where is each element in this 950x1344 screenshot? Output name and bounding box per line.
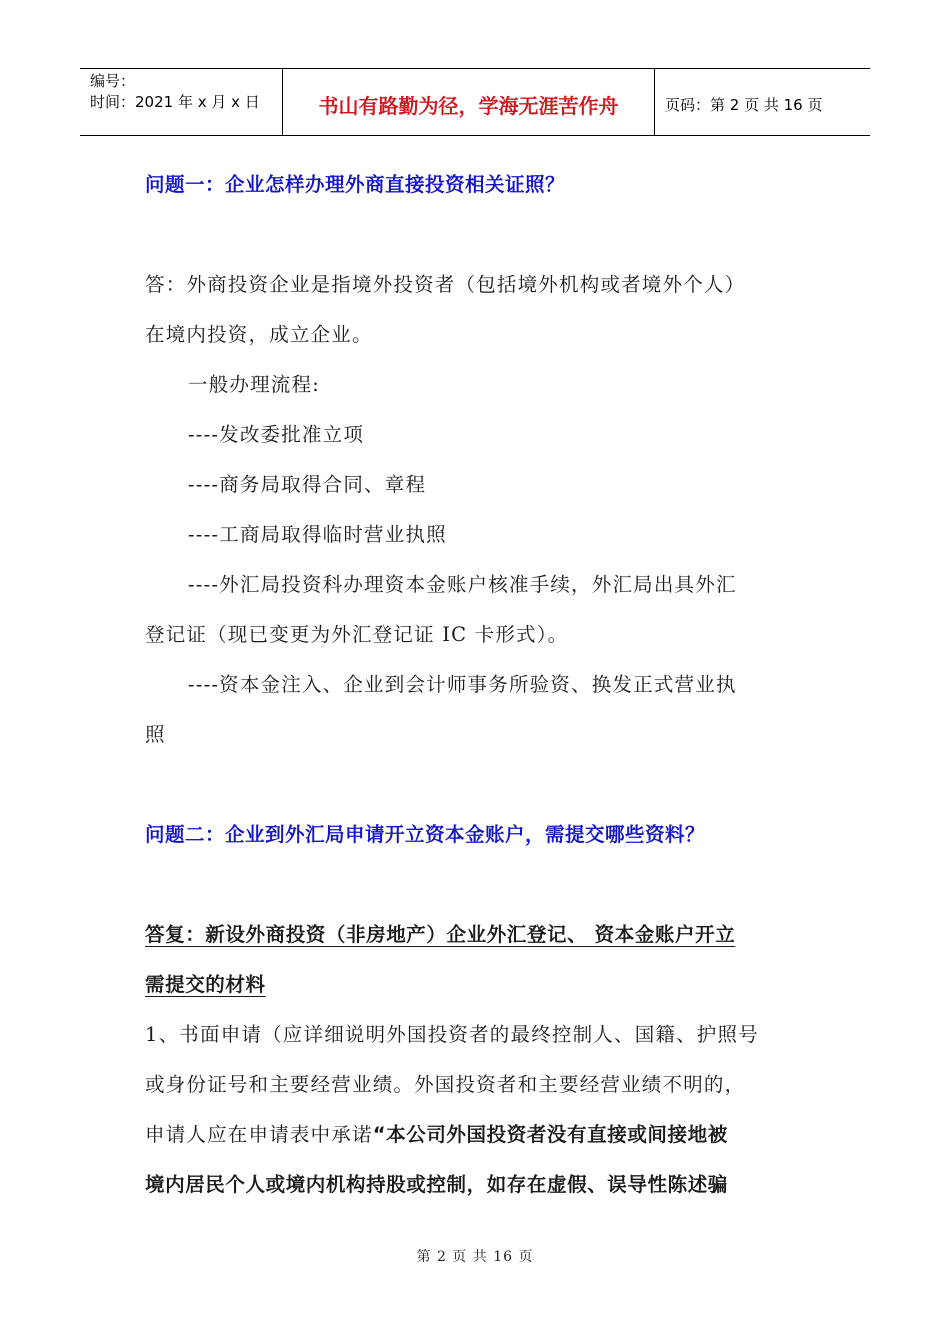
process-step-2: ----商务局取得合同、章程 bbox=[188, 473, 427, 496]
question-two-title: 问题二：企业到外汇局申请开立资本金账户，需提交哪些资料？ bbox=[145, 823, 706, 846]
item-one-line-2: 或身份证号和主要经营业绩。外国投资者和主要经营业绩不明的， bbox=[145, 1073, 746, 1096]
process-step-4-line-2: 登记证（现已变更为外汇登记证 IC 卡形式）。 bbox=[145, 623, 569, 646]
question-one-title: 问题一：企业怎样办理外商直接投资相关证照？ bbox=[145, 173, 566, 196]
page-footer: 第 2 页 共 16 页 bbox=[416, 1249, 534, 1265]
number-label: 编号： bbox=[90, 72, 136, 90]
process-title: 一般办理流程: bbox=[188, 373, 320, 396]
process-step-5-line-1: ----资本金注入、企业到会计师事务所验资、换发正式营业执 bbox=[188, 673, 737, 696]
process-step-5-line-2: 照 bbox=[145, 723, 166, 746]
item-one-line-3-bold: “本公司外国投资者没有直接或间接地被 bbox=[372, 1123, 728, 1146]
header-meta bbox=[80, 69, 283, 135]
document-body bbox=[145, 160, 810, 1210]
answer-one-line-2: 在境内投资，成立企业。 bbox=[145, 323, 373, 346]
process-step-1: ----发改委批准立项 bbox=[188, 423, 365, 446]
process-step-3: ----工商局取得临时营业执照 bbox=[188, 523, 447, 546]
answer-two-heading-line-1: 答复：新设外商投资（非房地产）企业外汇登记、 资本金账户开立 bbox=[145, 923, 736, 946]
item-one-line-3-plain: 申请人应在申请表中承诺 bbox=[145, 1123, 373, 1146]
item-one-line-1: 1、书面申请（应详细说明外国投资者的最终控制人、国籍、护照号 bbox=[145, 1023, 759, 1046]
header-page-info: 页码：第 2 页 共 16 页 bbox=[665, 95, 823, 114]
answer-two-heading-line-2: 需提交的材料 bbox=[145, 973, 266, 996]
item-one-line-3 bbox=[145, 1110, 810, 1160]
process-step-4-line-1: ----外汇局投资科办理资本金账户核准手续，外汇局出具外汇 bbox=[188, 573, 737, 596]
header-motto: 书山有路勤为径，学海无涯苦作舟 bbox=[283, 69, 655, 135]
document-header bbox=[80, 68, 870, 136]
time-label: 时间：2021 年 x 月 x 日 bbox=[90, 93, 260, 111]
answer-one-line-1: 答：外商投资企业是指境外投资者（包括境外机构或者境外个人） bbox=[145, 273, 746, 296]
item-one-line-4: 境内居民个人或境内机构持股或控制，如存在虚假、误导性陈述骗 bbox=[145, 1173, 728, 1196]
